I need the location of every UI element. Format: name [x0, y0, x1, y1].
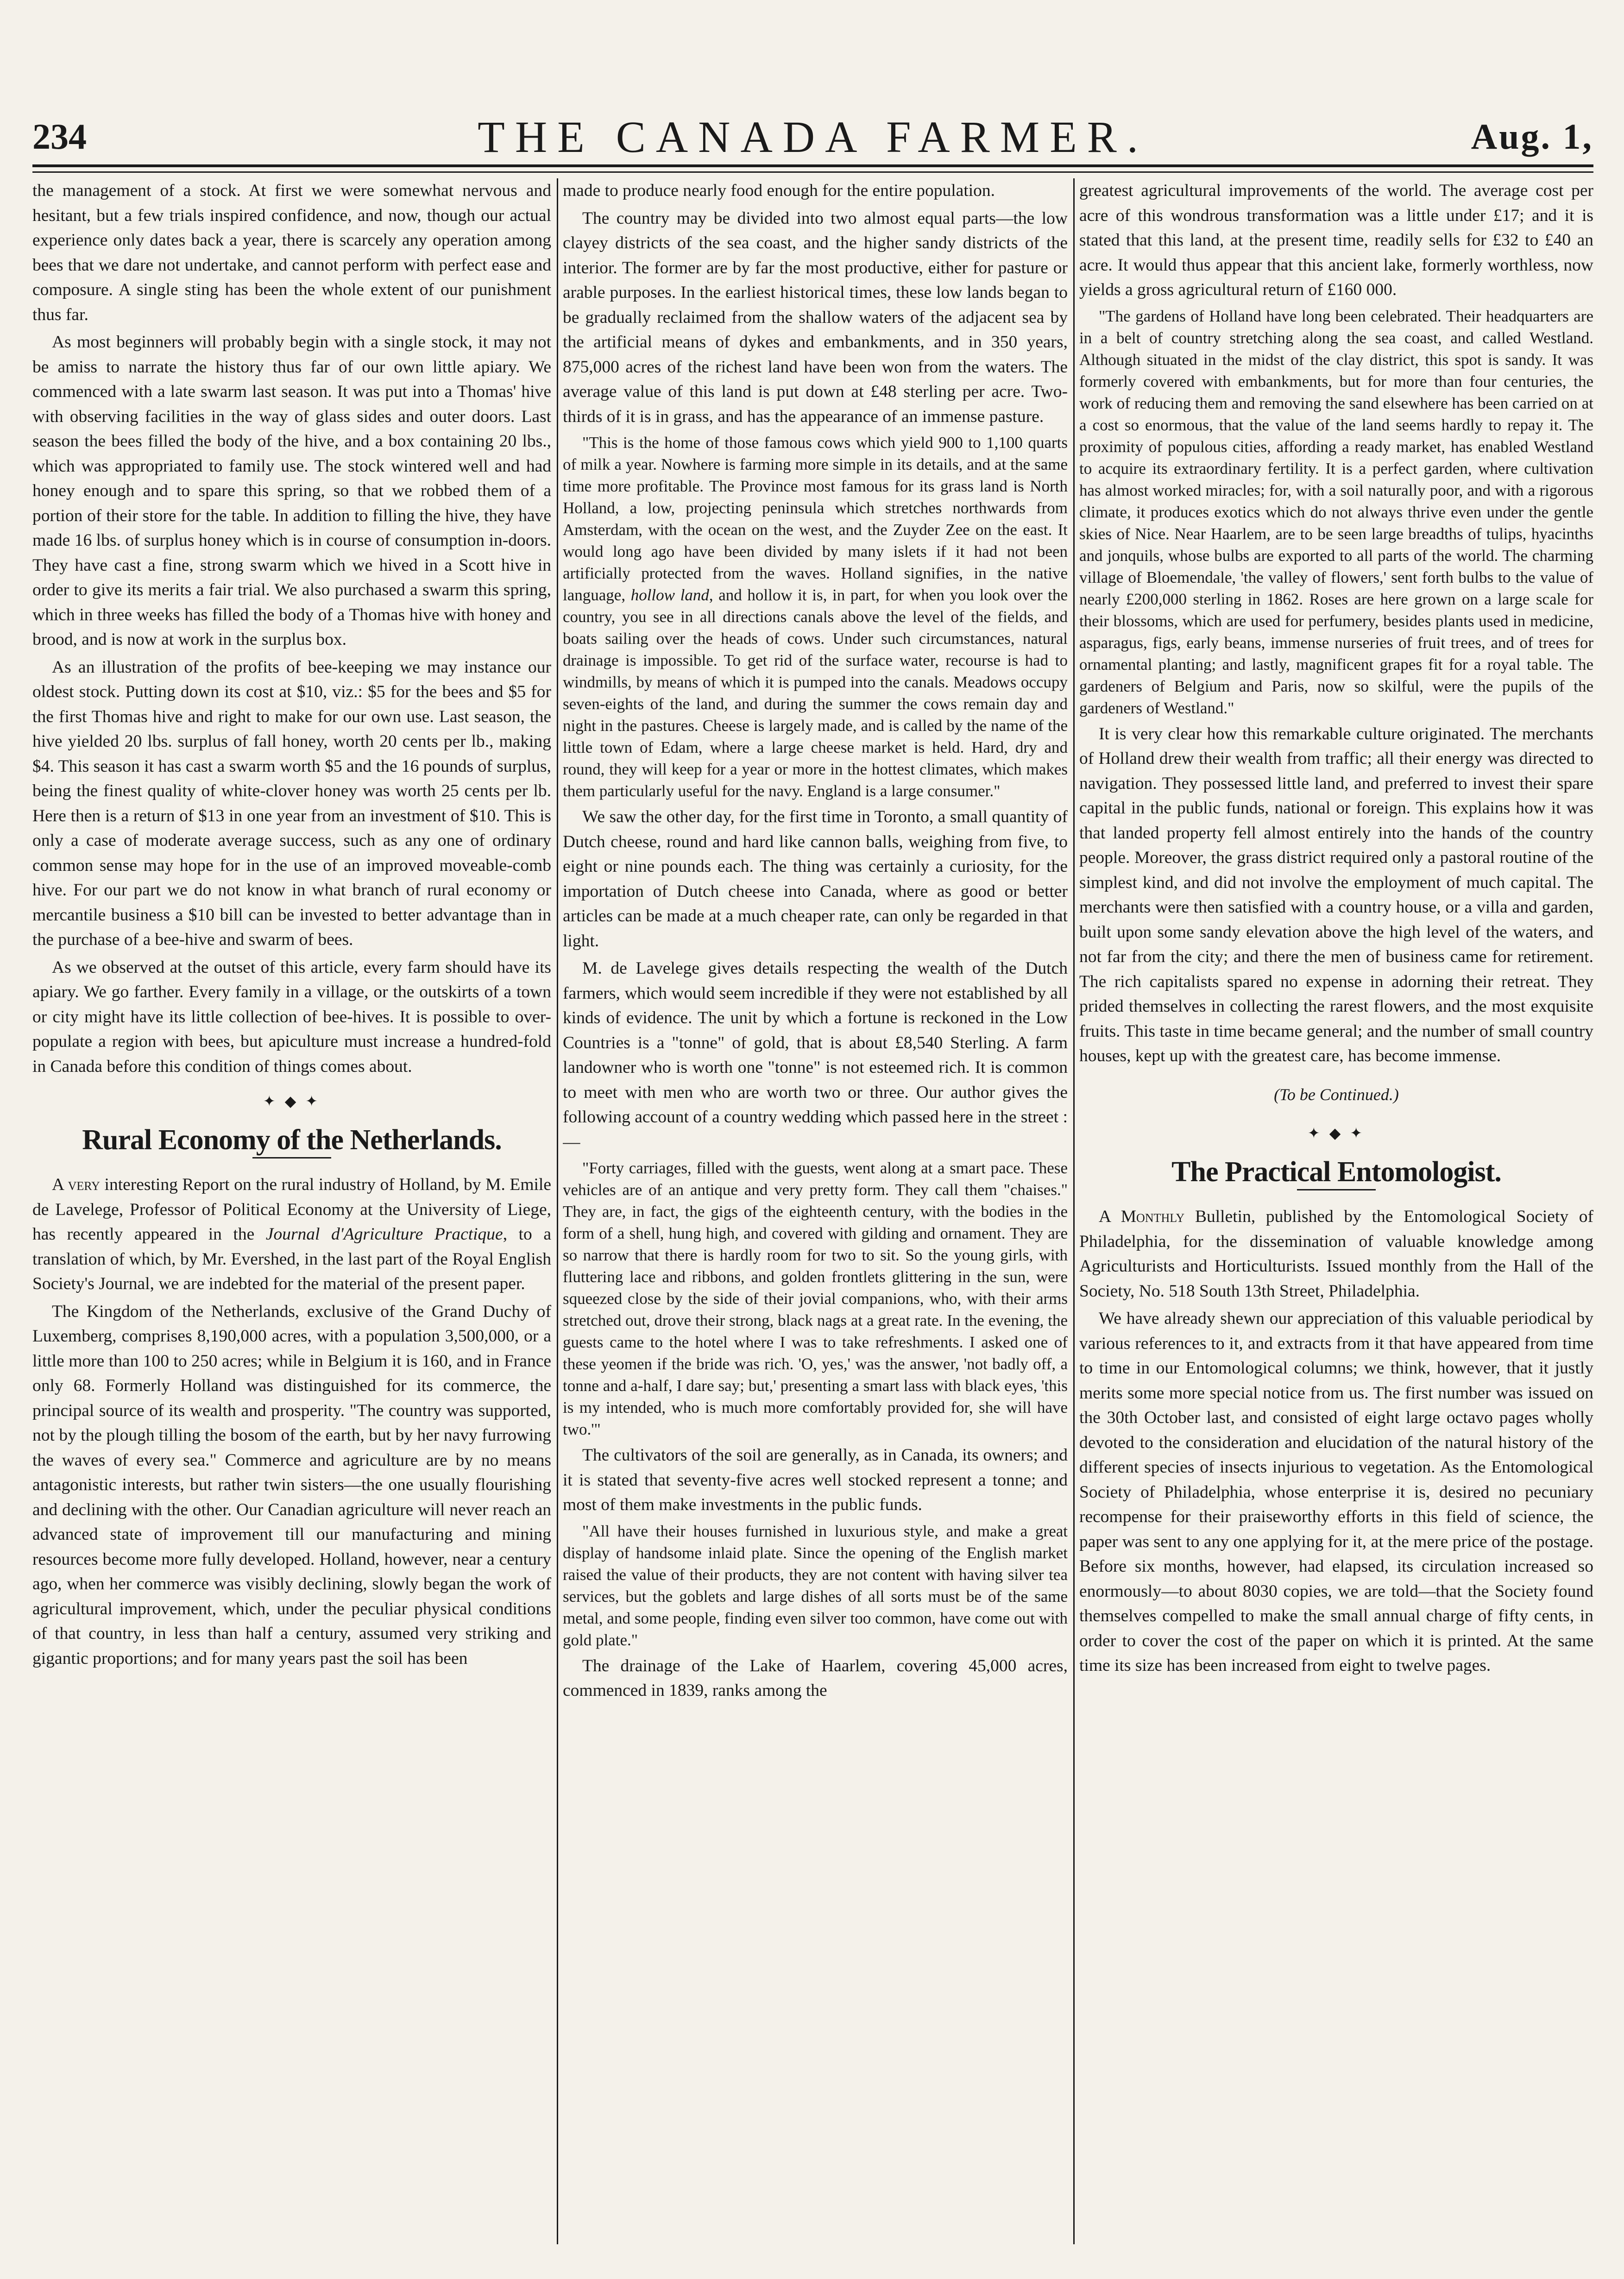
paragraph: We have already shewn our appreciation of this valuable periodical by various references to it, and extracts from it that have appeared from time to time in our Entomological columns; we think, however, that it justly merits some more special notice from us. The first number was issued on the 30th October last, and consisted of eight large octavo pages wholly devoted to the consideration and elucidation of the natural history of the different species of insects injurious to vegetation. As the Entomological Society of Philadelphia, whose enterprise it is, desired no pecuniary recompense for their praiseworthy efforts in this field of science, the paper was sent to any one applying for it, at the mere price of the postage. Before six months, however, had elapsed, its circulation increased so enormously—to about 8030 copies, we are told—that the Society found themselves compelled to make the small annual charge of fifty cents, in order to cover the cost of the paper on which it is printed. At the same time its size has been increased from eight to twelve pages.: [1079, 1309, 1593, 1675]
paragraph: The country may be divided into two almost equal parts—the low clayey districts of the sea coast, and the higher sandy districts of the interior. The former are by far the most productive, either for pasture or arable purposes. In the earliest historical times, these low lands began to be gradually reclaimed from the shallow waters of the adjacent sea by the artificial means of dykes and embankments, and in 350 years, 875,000 acres of the richest land have been won from the waters. The average value of this land is put down at £48 sterling per acre. Two-thirds of it is in grass, and has the appearance of an immense pasture.: [563, 208, 1068, 426]
paragraph: A very interesting Report on the rural industry of Holland, by M. Emile de Lavelege, Professor of Political Economy at the University of Liege, has recently appeared in the Journal d'Agriculture Practique, to a translation of which, by Mr. Evershed, in the last part of the Royal English Society's Journal, we are indebted for the material of the present paper.: [32, 1175, 551, 1293]
column-divider: [1073, 178, 1075, 2244]
column-1: [32, 178, 551, 2249]
article-heading: Rural Economy of the Netherlands.: [82, 1124, 502, 1156]
journal-title: Journal d'Agriculture Practique: [265, 1225, 503, 1244]
paragraph: greatest agricultural improvements of the world. The average cost per acre of this wondrous transformation was a little under £17; and it is stated that this land, at the present time, readily sells for £32 to £40 an acre. It would thus appear that this ancient lake, formerly worthless, now yields a gross agricultural return of £160 000.: [1079, 181, 1593, 299]
paragraph: The Kingdom of the Netherlands, exclusive of the Grand Duchy of Luxemberg, comprises 8,190,000 acres, with a population 3,500,000, or a little more than 100 to 250 acres; while in Belgium it is 160, and in France only 68. Formerly Holland was distinguished for its commerce, the principal source of its wealth and prosperity. "The country was supported, not by the plough tilling the bosom of the earth, but by her navy furrowing the waves of every sea." Commerce and agriculture are by no means antagonistic interests, but rather twin sisters—the one usually flourishing and declining with the other. Our Canadian agriculture will never reach an advanced state of improvement till our manufacturing and mining resources become more fully developed. Holland, however, near a century ago, when her commerce was visibly declining, slowly began the work of agricultural improvement, which, under the peculiar physical conditions of that country, in less than half a century, assumed very striking and gigantic proportions; and for many years past the soil has been: [32, 1302, 551, 1668]
quotation: "This is the home of those famous cows which yield 900 to 1,100 quarts of milk a year. Nowhere is farming more simple in its details, and at the same time more profitable. The Province most famous for its grass land is North Holland, a low, projecting peninsula which stretches northwards from Amsterdam, with the ocean on the west, and the Zuyder Zee on the east. It would long ago have been divided by many islets if it had not been artificially protected from the waves. Holland signifies, in the native language, hollow land, and hollow it is, in part, for when you look over the country, you see in all directions canals above the level of the fields, and boats sailing over the heads of cows. Under such circumstances, natural drainage is impossible. To get rid of the surface water, recourse is had to windmills, by means of which it is pumped into the canals. Meadows occupy seven-eights of the land, and during the summer the cows remain day and night in the pastures. Cheese is largely made, and is called by the name of the little town of Edam, where a large cheese market is held. Hard, dry and round, they will keep for a year or more in the hottest climates, which makes them particularly useful for the navy. England is a large consumer.": [563, 434, 1068, 800]
paragraph: We saw the other day, for the first time in Toronto, a small quantity of Dutch cheese, round and hard like cannon balls, weighing from five, to eight or nine pounds each. The thing was certainly a curiosity, for the importation of Dutch cheese into Canada, where as good or better articles can be made at a much cheaper rate, can only be regarded in that light.: [563, 807, 1068, 951]
page-number: 234: [32, 116, 87, 157]
heading-rule: [1297, 1189, 1376, 1190]
column-3: [1079, 178, 1593, 2249]
paragraph: It is very clear how this remarkable culture originated. The merchants of Holland drew their wealth from traffic; all their energy was directed to navigation. They possessed little land, and preferred to invest their spare capital in the public funds, national or foreign. This explains how it was that landed property fell almost entirely into the hands of the country people. Moreover, the grass district required only a pastoral routine of the simplest kind, and did not involve the employment of much capital. The merchants were then satisfied with a country house, or a villa and garden, built upon some sandy elevation above the high level of the waters, and not far from the city; and there the men of business came for retirement. The rich capitalists spared no expense in adorning their retreat. They prided themselves in collecting the rarest flowers, and the most exquisite fruits. This taste in time became general; and the number of small country houses, kept up with the greatest care, has become immense.: [1079, 724, 1593, 1065]
paragraph: the management of a stock. At first we were somewhat nervous and hesitant, but a few trials inspired confidence, and now, though our actual experience only dates back a year, there is scarcely any operation among bees that we dare not undertake, and cannot perform with perfect ease and composure. A single sting has been the whole extent of our punishment thus far.: [32, 181, 551, 324]
to-be-continued: (To be Continued.): [1274, 1085, 1399, 1104]
header-rule-thin: [32, 171, 1593, 173]
quotation: "The gardens of Holland have long been celebrated. Their headquarters are in a belt of country stretching along the sea coast, and called Westland. Although situated in the midst of the clay district, this spot is sandy. It was formerly covered with embankments, but for more than four centuries, the work of reducing them and removing the sand elsewhere has been carried on at a cost so enormous, that the value of the land seems hardly to repay it. The proximity of populous cities, affording a ready market, has enabled Westland to acquire its extraordinary fertility. It is a perfect garden, where cultivation has almost worked miracles; for, with a soil naturally poor, and with a rigorous climate, it produces exotics which do not always thrive even under the gentle skies of Nice. Near Haarlem, are to be seen large breadths of tulips, hyacinths and jonquils, whose bulbs are exported to all parts of the world. The charming village of Bloemendale, 'the valley of flowers,' sent forth bulbs to the value of nearly £200,000 sterling in 1862. Roses are here grown on a large scale for their blossoms, which are used for perfumery, besides plants used in medicine, asparagus, figs, early beans, immense nurseries of fruit trees, and of trees for ornamental planting; and lastly, magnificent grapes fit for a royal table. The gardeners of Belgium and Paris, now so skilful, were the pupils of the gardeners of Westland.": [1079, 307, 1593, 717]
column-divider: [557, 178, 558, 2244]
paragraph: made to produce nearly food enough for the entire population.: [563, 181, 995, 200]
paragraph: As we observed at the outset of this article, every farm should have its apiary. We go farther. Every family in a village, or the outskirts of a town or city might have its little collection of bee-hives. It is possible to over-populate a region with bees, but apiculture must increase a hundred-fold in Canada before this condition of things comes about.: [32, 957, 551, 1076]
paragraph: The drainage of the Lake of Haarlem, covering 45,000 acres, commenced in 1839, ranks among the: [563, 1656, 1068, 1700]
quotation: "Forty carriages, filled with the guests, went along at a smart pace. These vehicles are of an antique and very pretty form. They call them "chaises." They are, in fact, the gigs of the eighteenth century, with the bodies in the form of a shell, hung high, and covered with gilding and ornament. They are so narrow that there is hardly room for two to sit. So the young girls, with fluttering lace and ribbons, and golden frontlets glittering in the sun, were squeezed close by the side of their jovial companions, who, with their arms stretched out, drove their strong, black nags at a great rate. In the evening, the guests came to the hotel where I was to take refreshments. I asked one of these yeomen if the bride was rich. 'O, yes,' was the answer, 'not badly off, a tonne and a-half, I dare say; but,' presenting a smart lass with black eyes, 'this is my intended, who is much more comfortably provided for, she will have two.'": [563, 1159, 1068, 1438]
header-rule: [32, 164, 1593, 167]
paragraph: M. de Lavelege gives details respecting the wealth of the Dutch farmers, which would seem incredible if they were not established by all kinds of evidence. The unit by which a fortune is reckoned in the Low Countries is a "tonne" of gold, that is about £8,540 Sterling. A farm landowner who is worth one "tonne" is not esteemed rich. It is common to meet with men who are worth two or three. Our author gives the following account of a country wedding which passed here in the street :—: [563, 959, 1068, 1152]
paragraph: As most beginners will probably begin with a single stock, it may not be amiss to narrate the history thus far of our own little apiary. We commenced with a late swarm last season. It was put into a Thomas' hive with observing facilities in the way of glass sides and outer doors. Last season the bees filled the body of the hive, and a box containing 20 lbs., which was appropriated to family use. The stock wintered well and had honey enough and to spare this spring, so that we robbed them of a portion of their store for the table. In addition to filling the hive, they have made 16 lbs. of surplus honey which is in course of consumption in-doors. They have cast a fine, strong swarm which we hived in a Scott hive in order to give its merits a fair trial. We also purchased a swarm this spring, which in three weeks has filled the body of a Thomas hive with honey and brood, and is now at work in the surplus box.: [32, 333, 551, 649]
paragraph: As an illustration of the profits of bee-keeping we may instance our oldest stock. Putting down its cost at $10, viz.: $5 for the bees and $5 for the first Thomas hive and right to make for our own use. Last season, the hive yielded 20 lbs. surplus of fall honey, worth 20 cents per lb., making $4. This season it has cast a swarm worth $5 and the 16 pounds of surplus, being the finest quality of white-clover honey was worth 25 cents per lb. Here then is a return of $13 in one year from an investment of $10. This is only a case of moderate average success, such as any one of ordinary common sense may hope for in the use of an improved moveable-comb hive. For our part we do not know in what branch of rural economy or mercantile business a $10 bill can be invested to better advantage than in the purchase of a bee-hive and swarm of bees.: [32, 657, 551, 949]
paragraph: The cultivators of the soil are generally, as in Canada, its owners; and it is stated that seventy-five acres well stocked represent a tonne; and most of them make investments in the public funds.: [563, 1446, 1068, 1514]
issue-date: Aug. 1,: [1471, 116, 1593, 157]
article-heading: The Practical Entomologist.: [1171, 1156, 1501, 1188]
paragraph: A Monthly Bulletin, published by the Entomological Society of Philadelphia, for the dissemination of valuable knowledge among Agriculturists and Horticulturists. Issued monthly from the Hall of the Society, No. 518 South 13th Street, Philadelphia.: [1079, 1207, 1593, 1301]
masthead: [32, 102, 1593, 171]
newspaper-title: THE CANADA FARMER.: [478, 112, 1148, 162]
heading-rule: [252, 1157, 331, 1158]
ornament-divider: ✦ ◆ ✦: [263, 1093, 321, 1109]
lead-in: A very: [52, 1175, 100, 1194]
lead-in: A Monthly: [1099, 1207, 1185, 1226]
ornament-divider: ✦ ◆ ✦: [1307, 1125, 1366, 1141]
quotation: "All have their houses furnished in luxurious style, and make a great display of handsome inlaid plate. Since the opening of the English market raised the value of their products, they are not content with having silver tea services, but the goblets and large dishes of all sorts must be of the same metal, and some people, finding even silver too common, have come out with gold plate.": [563, 1522, 1068, 1649]
column-2: [563, 178, 1068, 2249]
